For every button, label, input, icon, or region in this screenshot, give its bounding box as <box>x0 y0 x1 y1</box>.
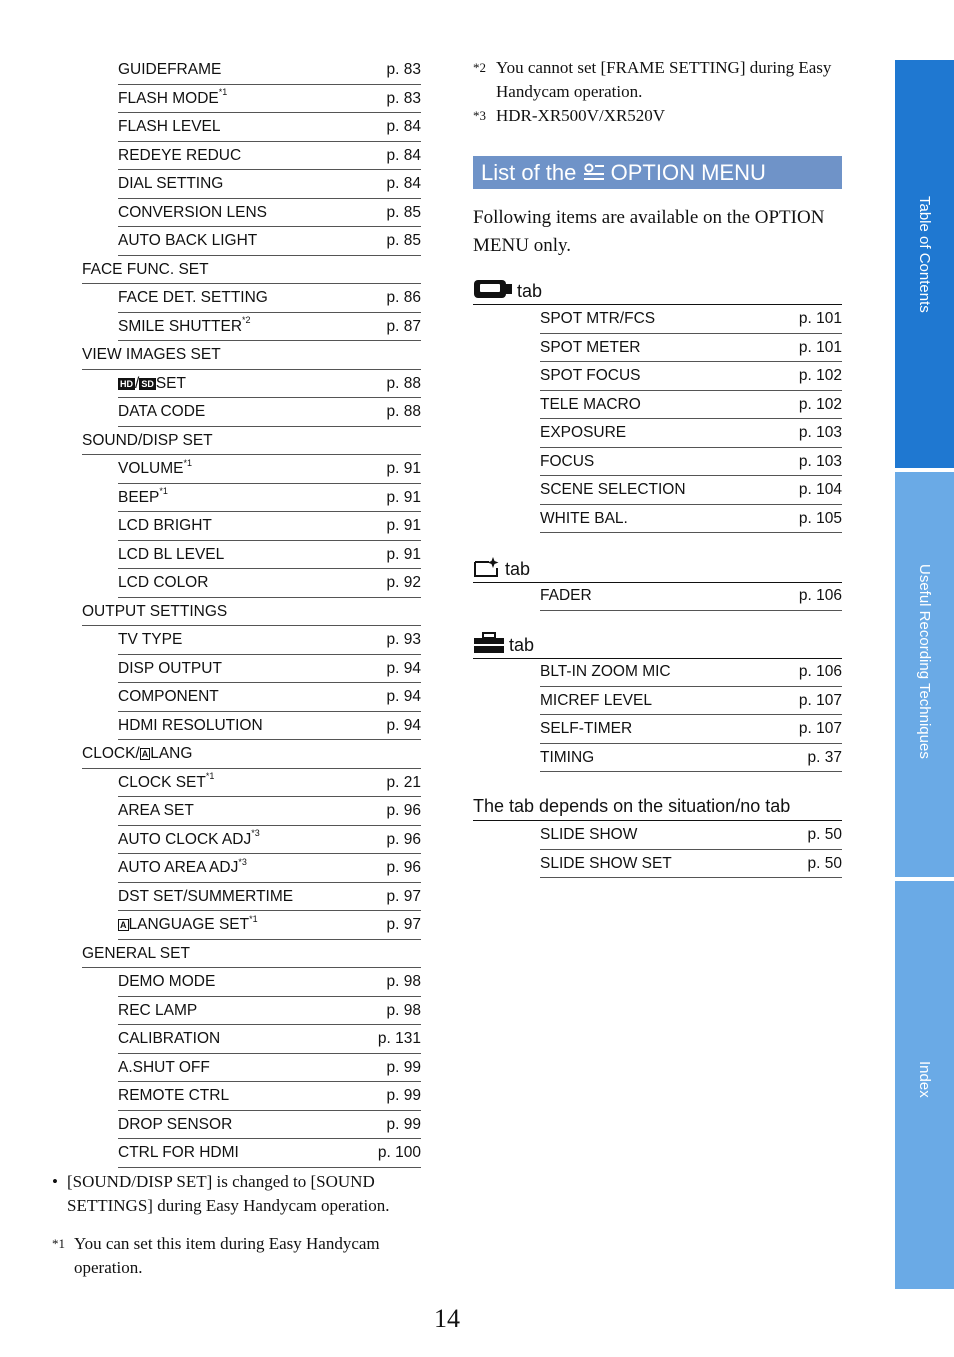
menu-item-label <box>118 199 267 228</box>
page-ref: p. 99 <box>386 1058 421 1076</box>
effect-tab-icon <box>473 556 501 584</box>
menu-item-label <box>118 1025 220 1054</box>
menu-item-text: DATA CODE <box>118 403 206 420</box>
page-ref: p. 91 <box>386 545 421 563</box>
menu-row <box>118 854 421 883</box>
menu-item-label <box>82 740 192 769</box>
footnote-1 <box>52 1232 422 1280</box>
menu-item-text: FOCUS <box>540 452 595 470</box>
menu-item-text: CTRL FOR HDMI <box>118 1144 239 1161</box>
footnote-ref: *1 <box>183 457 192 468</box>
menu-row <box>118 484 421 513</box>
menu-item-text: SPOT METER <box>540 338 641 356</box>
menu-item-label <box>118 142 241 171</box>
page-ref: p. 103 <box>798 424 842 441</box>
menu-row <box>540 821 842 850</box>
tab-heading-toolbox <box>473 632 842 659</box>
page-ref: p. 37 <box>807 748 842 766</box>
page-ref: p. 104 <box>798 481 842 498</box>
page-ref: p. 84 <box>386 175 421 192</box>
footnote-text: You can set this item during Easy Handycam operation. <box>74 1234 380 1277</box>
menu-item-label <box>540 305 655 334</box>
page-ref: p. 101 <box>798 310 842 327</box>
menu-item-label <box>540 391 641 420</box>
footnote-ref: *1 <box>159 486 168 497</box>
page-ref: p. 96 <box>386 802 421 819</box>
menu-item-label <box>540 476 686 505</box>
page-ref: p. 94 <box>386 659 421 677</box>
menu-row <box>118 769 421 798</box>
bullet-text: [SOUND/DISP SET] is changed to [SOUND SETTINGS] during Easy Handycam operation. <box>67 1172 390 1215</box>
tab-heading-camera <box>473 278 842 305</box>
menu-item-label <box>118 997 197 1026</box>
left-menu-list <box>82 56 421 1168</box>
menu-item-label <box>540 448 594 477</box>
menu-row <box>118 56 421 85</box>
page-ref: p. 85 <box>386 232 421 249</box>
page-ref: p. 105 <box>798 509 842 527</box>
menu-item-text: BEEP <box>118 488 160 506</box>
menu-row <box>118 626 421 655</box>
page-ref: p. 91 <box>386 460 421 477</box>
menu-item-label <box>540 582 592 611</box>
menu-item-label <box>540 821 637 850</box>
footnote-ref: *3 <box>238 856 247 867</box>
menu-item-text: CONVERSION LENS <box>118 203 268 221</box>
page-ref: p. 50 <box>807 826 842 843</box>
menu-item-label <box>540 687 652 716</box>
menu-item-label <box>82 427 213 456</box>
menu-row <box>118 968 421 997</box>
menu-item-text: TIMING <box>540 748 595 766</box>
menu-row <box>82 256 421 285</box>
menu-item-text: DEMO MODE <box>118 973 216 990</box>
menu-row <box>118 284 421 313</box>
page-ref: p. 99 <box>386 1115 421 1133</box>
sd-icon: SD <box>141 378 154 389</box>
menu-item-label <box>118 797 194 826</box>
menu-item-label <box>118 170 223 199</box>
page-ref: p. 93 <box>386 631 421 648</box>
toolbox-tab-icon <box>473 632 505 660</box>
page-ref: p. 100 <box>377 1144 421 1161</box>
menu-item-text: AREA SET <box>118 802 194 819</box>
footnote-ref: *3 <box>251 828 260 839</box>
page-ref: p. 88 <box>386 374 421 392</box>
menu-item-text: DROP SENSOR <box>118 1115 233 1133</box>
menu-item-label <box>118 455 192 484</box>
menu-item-text: GUIDEFRAME <box>118 61 222 78</box>
menu-item-label <box>118 227 257 256</box>
page-ref: p. 107 <box>798 691 842 709</box>
menu-item-text: A.SHUT OFF <box>118 1058 210 1076</box>
page-ref: p. 101 <box>798 338 842 356</box>
menu-item-label <box>118 683 219 712</box>
menu-item-text: OUTPUT SETTINGS <box>82 602 228 620</box>
menu-row <box>118 398 421 427</box>
page-ref: p. 85 <box>386 203 421 221</box>
tab-heading-effect <box>473 556 842 583</box>
menu-row <box>118 911 421 940</box>
menu-row <box>118 883 421 912</box>
right-footnotes <box>473 56 842 128</box>
menu-item-text: FLASH LEVEL <box>118 118 221 135</box>
menu-item-label <box>118 826 260 855</box>
menu-item-text: REDEYE REDUC <box>118 146 242 164</box>
menu-item-text: DIAL SETTING <box>118 175 224 192</box>
side-tab-label: Table of Contents <box>916 196 933 313</box>
menu-item-label <box>118 484 168 513</box>
page-ref: p. 97 <box>386 916 421 933</box>
menu-item-text: TELE MACRO <box>540 395 641 413</box>
menu-item-text: GENERAL SET <box>82 944 190 962</box>
footnote-ref: *1 <box>218 87 228 98</box>
tab-label: tab <box>517 280 543 301</box>
footnote-ref: *1 <box>205 771 215 782</box>
page-ref: p. 91 <box>386 517 421 534</box>
menu-item-label <box>82 256 209 285</box>
menu-item-label <box>540 334 640 363</box>
page-ref: p. 83 <box>386 89 421 107</box>
menu-row <box>118 797 421 826</box>
page-ref: p. 94 <box>386 716 421 734</box>
menu-row <box>540 334 842 363</box>
menu-item-text: WHITE BAL. <box>540 509 628 527</box>
language-icon: A <box>141 749 149 759</box>
menu-item-label <box>82 940 190 969</box>
footnote-mark: *1 <box>52 1236 65 1251</box>
menu-row <box>82 940 421 969</box>
page-ref: p. 98 <box>386 973 421 990</box>
menu-row <box>118 512 421 541</box>
menu-row <box>118 113 421 142</box>
page-ref: p. 99 <box>386 1087 421 1104</box>
menu-item-text: FACE DET. SETTING <box>118 289 268 306</box>
menu-item-text: LANGUAGE SET <box>128 916 250 933</box>
menu-item-label <box>118 313 251 342</box>
tab-list-camera <box>540 305 842 533</box>
menu-item-label <box>118 512 212 541</box>
page-ref: p. 106 <box>798 587 842 604</box>
menu-item-text: CLOCK SET <box>118 773 206 791</box>
menu-item-text: SLIDE SHOW <box>540 826 638 843</box>
menu-item-text: SPOT FOCUS <box>540 367 641 384</box>
tab-label: The tab depends on the situation/no tab <box>473 796 791 816</box>
menu-item-label <box>118 569 208 598</box>
page-ref: p. 96 <box>386 830 421 848</box>
section-title-suffix: OPTION MENU <box>610 160 766 185</box>
page-ref: p. 88 <box>386 403 421 420</box>
page-ref: p. 102 <box>798 367 842 384</box>
page-ref: p. 84 <box>386 118 421 135</box>
page-ref: p. 102 <box>798 395 842 413</box>
footnote-ref: *2 <box>242 315 251 326</box>
menu-item-label <box>118 911 258 940</box>
side-tab-label: Index <box>916 1061 933 1098</box>
tab-list-situation <box>540 821 842 878</box>
menu-row <box>118 1025 421 1054</box>
page-ref: p. 50 <box>807 854 842 872</box>
menu-item-label <box>118 883 293 912</box>
page-number: 14 <box>434 1304 460 1333</box>
menu-row <box>540 448 842 477</box>
menu-item-label <box>118 1054 210 1083</box>
menu-item-text: SLIDE SHOW SET <box>540 854 672 872</box>
menu-item-label <box>118 56 221 85</box>
menu-row <box>82 740 421 769</box>
footnote-text: You cannot set [FRAME SETTING] during Easy Handycam operation. <box>496 58 832 101</box>
page-ref: p. 84 <box>386 146 421 164</box>
menu-item-label <box>82 598 227 627</box>
menu-row <box>118 541 421 570</box>
menu-row <box>118 997 421 1026</box>
section-title-prefix: List of the <box>481 160 577 185</box>
tab-label: tab <box>505 558 531 579</box>
tab-list-effect <box>540 582 842 611</box>
menu-row <box>118 142 421 171</box>
side-tab-label: Useful Recording Techniques <box>916 564 933 759</box>
page-ref: p. 96 <box>386 859 421 876</box>
menu-row <box>118 313 421 342</box>
menu-row <box>118 199 421 228</box>
menu-item-text: EXPOSURE <box>540 424 627 441</box>
bullet-note <box>52 1170 422 1218</box>
menu-item-label <box>82 341 221 370</box>
page-ref: p. 21 <box>386 773 421 791</box>
menu-item-text: LCD BRIGHT <box>118 517 212 534</box>
page-ref: p. 98 <box>386 1001 421 1019</box>
footnote-text: HDR-XR500V/XR520V <box>496 106 666 125</box>
menu-row <box>540 715 842 744</box>
menu-item-text: AUTO AREA ADJ <box>118 859 239 876</box>
menu-item-label <box>540 744 594 773</box>
menu-item-text: VOLUME <box>118 460 184 477</box>
page-ref: p. 103 <box>798 452 842 470</box>
menu-row <box>118 569 421 598</box>
section-header <box>473 156 842 189</box>
menu-item-label <box>118 85 227 114</box>
menu-row <box>118 1054 421 1083</box>
menu-item-label <box>118 398 205 427</box>
page-ref: p. 131 <box>377 1030 421 1047</box>
footnote-ref: *1 <box>249 913 258 924</box>
page-ref: p. 87 <box>386 317 421 335</box>
menu-row <box>118 455 421 484</box>
menu-row <box>118 1082 421 1111</box>
menu-item-label <box>118 1139 239 1168</box>
page-ref: p. 97 <box>386 887 421 905</box>
menu-item-label <box>540 505 628 534</box>
menu-item-text: COMPONENT <box>118 688 219 705</box>
menu-item-text: AUTO CLOCK ADJ <box>118 830 252 848</box>
footnote-mark: *2 <box>473 60 486 75</box>
left-notes <box>52 1170 422 1280</box>
menu-row <box>118 683 421 712</box>
menu-row <box>118 826 421 855</box>
footnote-mark: *3 <box>473 108 486 123</box>
menu-row <box>118 712 421 741</box>
menu-row <box>540 687 842 716</box>
menu-row <box>118 170 421 199</box>
menu-item-text: REMOTE CTRL <box>118 1087 230 1104</box>
menu-row <box>118 655 421 684</box>
menu-item-text: MICREF LEVEL <box>540 691 652 709</box>
menu-row <box>540 744 842 773</box>
menu-item-label <box>118 284 268 313</box>
footnote-3 <box>473 104 842 128</box>
menu-item-text: CALIBRATION <box>118 1030 221 1047</box>
hd-icon: HD <box>120 378 133 389</box>
side-tab-contents[interactable] <box>895 60 954 468</box>
menu-row <box>540 419 842 448</box>
menu-row <box>118 370 421 399</box>
menu-item-text-after: LANG <box>150 745 193 762</box>
menu-row <box>118 85 421 114</box>
menu-item-label <box>118 626 182 655</box>
menu-row <box>540 362 842 391</box>
menu-item-text: HDMI RESOLUTION <box>118 716 263 734</box>
menu-item-text: VIEW IMAGES SET <box>82 346 221 363</box>
menu-item-label <box>118 1111 232 1140</box>
menu-item-label: HD / SD SET <box>120 374 186 392</box>
page-ref: p. 106 <box>798 663 842 680</box>
menu-item-text: TV TYPE <box>118 631 183 648</box>
menu-item-label <box>118 854 247 883</box>
menu-item-text: LCD COLOR <box>118 574 209 591</box>
option-menu-icon <box>583 160 611 185</box>
menu-item-label <box>540 362 640 391</box>
menu-item-text: BLT-IN ZOOM MIC <box>540 663 671 680</box>
bullet-icon: • <box>52 1172 58 1191</box>
menu-item-text: SCENE SELECTION <box>540 481 686 498</box>
menu-row <box>82 341 421 370</box>
menu-item-text: FADER <box>540 587 592 604</box>
menu-item-text: SMILE SHUTTER <box>118 317 243 335</box>
menu-item-text: SET <box>155 374 186 392</box>
menu-row <box>118 1111 421 1140</box>
menu-item-text: REC LAMP <box>118 1001 198 1019</box>
menu-row <box>540 476 842 505</box>
tab-heading-situation <box>473 794 842 821</box>
menu-item-text: DISP OUTPUT <box>118 659 222 677</box>
page-ref: p. 107 <box>798 720 842 737</box>
menu-item-text: LCD BL LEVEL <box>118 545 225 563</box>
menu-item-label <box>118 1082 229 1111</box>
menu-item-label <box>540 850 672 879</box>
menu-item-label <box>540 715 632 744</box>
menu-item-text: CLOCK/ <box>82 745 140 762</box>
menu-row <box>540 505 842 534</box>
menu-item-text: DST SET/SUMMERTIME <box>118 887 294 905</box>
tab-list-toolbox <box>540 658 842 772</box>
tab-label: tab <box>509 634 535 655</box>
menu-row <box>540 305 842 334</box>
side-tab-techniques[interactable] <box>895 472 954 877</box>
page-ref: p. 91 <box>386 488 421 506</box>
page-ref: p. 86 <box>386 289 421 306</box>
menu-item-label <box>118 113 221 142</box>
menu-row <box>82 598 421 627</box>
menu-row <box>82 427 421 456</box>
page-ref: p. 94 <box>386 688 421 705</box>
menu-item-label <box>118 541 224 570</box>
menu-row <box>540 850 842 879</box>
menu-item-label <box>118 769 214 798</box>
page-ref: p. 92 <box>386 574 421 591</box>
menu-row <box>118 227 421 256</box>
menu-row <box>540 582 842 611</box>
menu-item-text: FLASH MODE <box>118 89 219 107</box>
side-tab-index[interactable] <box>895 881 954 1289</box>
menu-item-label <box>540 658 671 687</box>
menu-item-text: SOUND/DISP SET <box>82 431 213 449</box>
language-icon: A <box>120 920 127 930</box>
menu-item-label <box>118 968 215 997</box>
menu-item-text: SELF-TIMER <box>540 720 633 737</box>
footnote-2 <box>473 56 842 104</box>
intro-text: Following items are available on the OPTION MENU only. <box>473 207 825 256</box>
menu-row <box>540 391 842 420</box>
menu-item-label <box>540 419 626 448</box>
menu-row <box>540 658 842 687</box>
menu-item-text: SPOT MTR/FCS <box>540 310 656 327</box>
page-ref: p. 83 <box>386 61 421 78</box>
menu-item-label <box>118 655 222 684</box>
menu-item-text: FACE FUNC. SET <box>82 260 209 278</box>
menu-item-label <box>118 712 263 741</box>
camera-tab-icon <box>473 278 513 306</box>
menu-row <box>118 1139 421 1168</box>
menu-item-text: AUTO BACK LIGHT <box>118 232 258 249</box>
